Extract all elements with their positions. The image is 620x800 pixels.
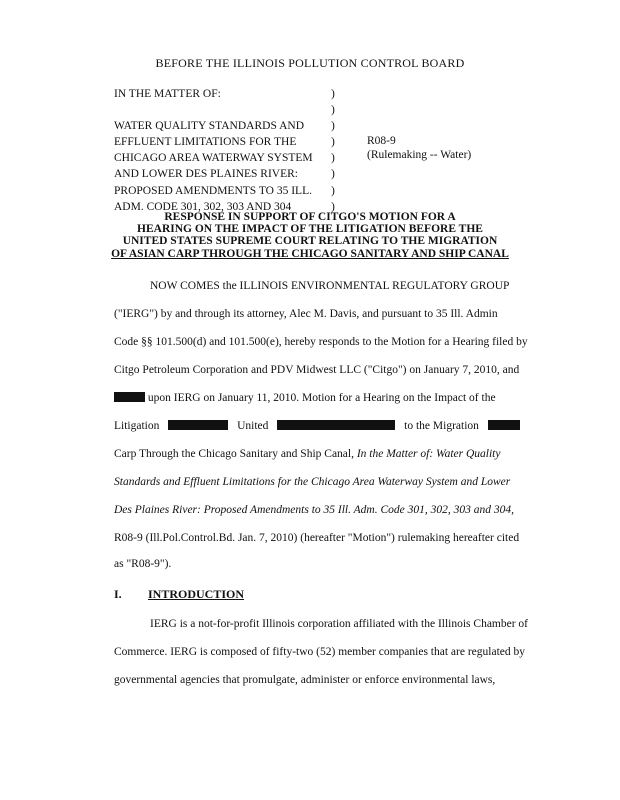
body-line: as "R08-9"). <box>114 558 172 570</box>
caption-paren: ) <box>331 88 335 100</box>
caption-matter <box>114 86 313 215</box>
caption-docket <box>367 134 471 162</box>
board-heading: BEFORE THE ILLINOIS POLLUTION CONTROL BOARD <box>155 56 465 70</box>
document-title <box>0 211 620 260</box>
intro-line: Commerce. IERG is composed of fifty-two (52) member companies that are regulated by <box>114 646 525 658</box>
body-line: NOW COMES the ILLINOIS ENVIRONMENTAL REGULATORY GROUP <box>150 280 510 292</box>
body-line: ("IERG") by and through its attorney, Alec M. Davis, and pursuant to 35 Ill. Admin <box>114 308 498 320</box>
caption-parentheses <box>331 86 335 215</box>
intro-line: IERG is a not-for-profit Illinois corporation affiliated with the Illinois Chamber of <box>150 618 529 630</box>
caption-line <box>114 102 313 118</box>
caption-line: WATER QUALITY STANDARDS AND <box>114 120 304 133</box>
body-text: to the Migration <box>404 420 479 432</box>
redaction-bar <box>114 392 145 402</box>
body-text: Carp Through the Chicago Sanitary and Ship Canal, <box>114 448 354 460</box>
body-line <box>114 448 500 460</box>
caption-line: EFFLUENT LIMITATIONS FOR THE <box>114 136 297 149</box>
section-heading <box>114 587 244 602</box>
caption-paren: ) <box>331 184 335 197</box>
body-line: Code §§ 101.500(d) and 101.500(e), hereby responds to the Motion for a Hearing filed by <box>114 336 528 348</box>
title-line: RESPONSE IN SUPPORT OF CITGO'S MOTION FOR A <box>164 211 456 223</box>
body-line: Citgo Petroleum Corporation and PDV Midwest LLC ("Citgo") on January 7, 2010, and <box>114 364 520 376</box>
title-line: HEARING ON THE IMPACT OF THE LITIGATION BEFORE THE <box>137 223 483 236</box>
body-line: R08-9 (Ill.Pol.Control.Bd. Jan. 7, 2010) (hereafter "Motion") rulemaking hereafter cited <box>114 532 520 544</box>
caption-line: PROPOSED AMENDMENTS TO 35 ILL. <box>114 184 312 197</box>
caption-line: AND LOWER DES PLAINES RIVER: <box>114 168 298 181</box>
caption-paren: ) <box>331 136 335 149</box>
caption-paren: ) <box>331 152 335 165</box>
title-line: OF ASIAN CARP THROUGH THE CHICAGO SANITARY AND SHIP CANAL <box>111 247 509 260</box>
redaction-bar <box>488 420 520 430</box>
caption-line: ADM. CODE 301, 302, 303 AND 304 <box>114 200 292 213</box>
body-line-redacted <box>114 420 520 432</box>
body-line-italic: Des Plaines River: Proposed Amendments to 35 Ill. Adm. Code 301, 302, 303 and 304, <box>114 504 515 516</box>
caption-line: IN THE MATTER OF: <box>114 88 221 100</box>
body-text-italic: In the Matter of: Water Quality <box>356 448 501 460</box>
caption-paren: ) <box>331 104 335 117</box>
caption-paren: ) <box>331 120 335 133</box>
intro-line: governmental agencies that promulgate, administer or enforce environmental laws, <box>114 674 496 686</box>
redaction-bar <box>168 420 228 430</box>
caption-line: CHICAGO AREA WATERWAY SYSTEM <box>114 152 313 165</box>
caption-paren: ) <box>331 168 335 181</box>
docket-number: R08-9 <box>367 135 396 147</box>
body-text: Litigation <box>114 420 160 432</box>
caption-paren: ) <box>331 200 335 213</box>
section-number: I. <box>114 587 122 601</box>
body-line-redacted <box>114 392 496 404</box>
body-text: upon IERG on January 11, 2010. Motion for a Hearing on the Impact of the <box>147 392 496 404</box>
body-line-italic: Standards and Effluent Limitations for the Chicago Area Waterway System and Lower <box>114 476 511 488</box>
title-line: UNITED STATES SUPREME COURT RELATING TO THE MIGRATION <box>122 235 498 248</box>
body-text: United <box>237 420 269 432</box>
docket-note: (Rulemaking -- Water) <box>367 149 472 161</box>
redaction-bar <box>277 420 395 430</box>
section-label: INTRODUCTION <box>148 587 245 601</box>
